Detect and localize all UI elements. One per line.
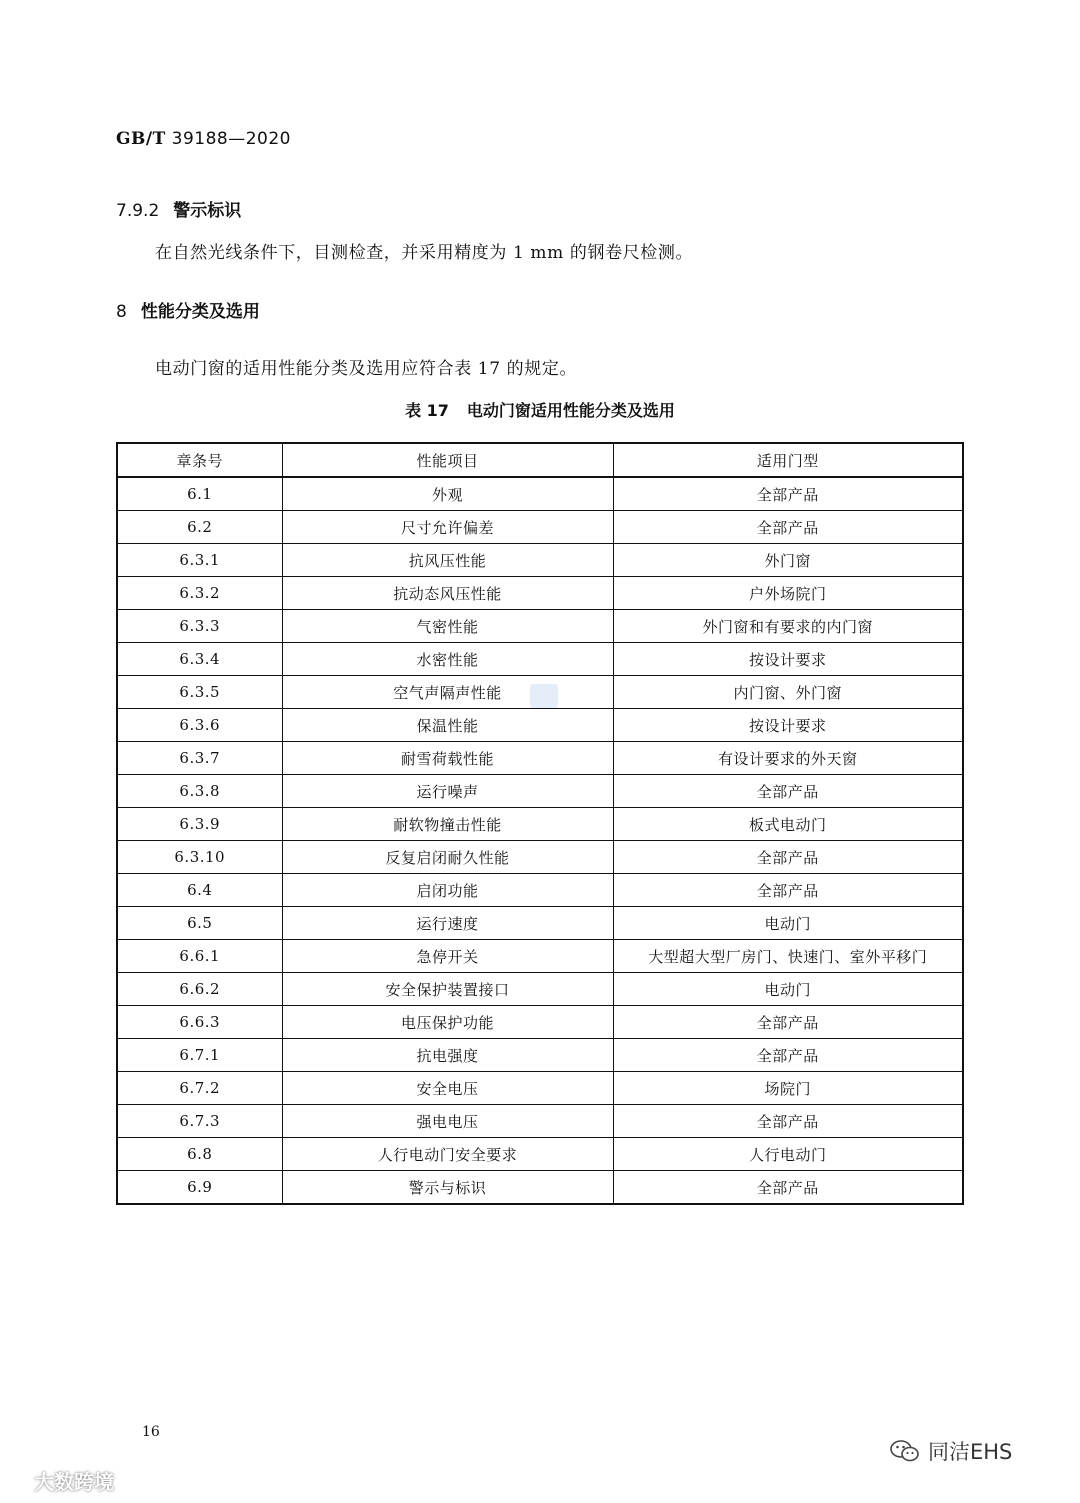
item-cell: 外观 [282,477,613,511]
door-type-cell: 全部产品 [613,841,963,874]
item-cell: 运行噪声 [282,775,613,808]
door-type-cell: 电动门 [613,973,963,1006]
door-type-cell: 内门窗、外门窗 [613,676,963,709]
table-row [117,610,963,643]
door-type-cell: 板式电动门 [613,808,963,841]
door-type-cell: 户外场院门 [613,577,963,610]
item-cell: 气密性能 [282,610,613,643]
door-type-cell: 大型超大型厂房门、快速门、室外平移门 [613,940,963,973]
brand-watermark-left [4,1466,114,1495]
table-title: 电动门窗适用性能分类及选用 [466,401,675,420]
table-row [117,1072,963,1105]
item-cell: 水密性能 [282,643,613,676]
watermark-text: 同洁EHS [928,1440,1013,1464]
clause-cell: 6.6.1 [117,940,282,973]
section-number: 7.9.2 [116,201,160,221]
item-cell: 强电电压 [282,1105,613,1138]
door-type-cell: 外门窗和有要求的内门窗 [613,610,963,643]
table-row [117,1138,963,1171]
section-title: 性能分类及选用 [140,302,260,322]
clause-cell: 6.3.6 [117,709,282,742]
table-row [117,1105,963,1138]
item-cell: 运行速度 [282,907,613,940]
clause-cell: 6.3.4 [117,643,282,676]
header-door-type: 适用门型 [613,443,963,477]
clause-cell: 6.9 [117,1171,282,1205]
clause-cell: 6.2 [117,511,282,544]
door-type-cell: 场院门 [613,1072,963,1105]
table-row [117,1006,963,1039]
door-type-cell: 全部产品 [613,477,963,511]
clause-cell: 6.3.9 [117,808,282,841]
door-type-cell: 有设计要求的外天窗 [613,742,963,775]
clause-cell: 6.3.2 [117,577,282,610]
table-row [117,643,963,676]
section-title: 警示标识 [173,201,242,221]
clause-cell: 6.1 [117,477,282,511]
table-row [117,544,963,577]
door-type-cell: 全部产品 [613,775,963,808]
table-row [117,874,963,907]
door-type-cell: 按设计要求 [613,643,963,676]
section-792-body: 在自然光线条件下，目测检查，并采用精度为 1 mm 的钢卷尺检测。 [155,243,694,263]
item-cell: 空气声隔声性能 [282,676,613,709]
header-clause: 章条号 [117,443,282,477]
door-type-cell: 全部产品 [613,511,963,544]
table-row [117,1171,963,1205]
table-row [117,940,963,973]
center-watermark [530,684,558,708]
section-8-heading [116,297,260,322]
table-row [117,808,963,841]
weibo-icon [4,1467,30,1494]
section-number: 8 [116,302,127,322]
standard-code [116,129,291,149]
door-type-cell: 全部产品 [613,874,963,907]
standard-prefix: GB/T [116,129,166,149]
clause-cell: 6.6.2 [117,973,282,1006]
table-row [117,511,963,544]
door-type-cell: 全部产品 [613,1039,963,1072]
clause-cell: 6.7.3 [117,1105,282,1138]
page-number: 16 [142,1424,160,1440]
item-cell: 安全保护装置接口 [282,973,613,1006]
item-cell: 警示与标识 [282,1171,613,1205]
wechat-icon [890,1439,920,1463]
table-header-row [117,443,963,477]
item-cell: 反复启闭耐久性能 [282,841,613,874]
clause-cell: 6.4 [117,874,282,907]
clause-cell: 6.3.3 [117,610,282,643]
clause-cell: 6.3.5 [117,676,282,709]
item-cell: 安全电压 [282,1072,613,1105]
item-cell: 耐软物撞击性能 [282,808,613,841]
clause-cell: 6.3.10 [117,841,282,874]
section-8-body: 电动门窗的适用性能分类及选用应符合表 17 的规定。 [155,359,578,379]
item-cell: 电压保护功能 [282,1006,613,1039]
table-row [117,841,963,874]
door-type-cell: 全部产品 [613,1006,963,1039]
section-792-heading [116,196,241,221]
clause-cell: 6.8 [117,1138,282,1171]
door-type-cell: 外门窗 [613,544,963,577]
table-row [117,973,963,1006]
clause-cell: 6.3.8 [117,775,282,808]
header-item: 性能项目 [282,443,613,477]
door-type-cell: 全部产品 [613,1171,963,1205]
item-cell: 急停开关 [282,940,613,973]
item-cell: 人行电动门安全要求 [282,1138,613,1171]
door-type-cell: 全部产品 [613,1105,963,1138]
clause-cell: 6.7.1 [117,1039,282,1072]
item-cell: 耐雪荷载性能 [282,742,613,775]
table-row [117,577,963,610]
item-cell: 保温性能 [282,709,613,742]
table-row [117,477,963,511]
clause-cell: 6.3.1 [117,544,282,577]
table-caption [0,398,1080,421]
watermark-text: 大数跨境 [34,1470,114,1494]
door-type-cell: 按设计要求 [613,709,963,742]
item-cell: 抗风压性能 [282,544,613,577]
table-row [117,775,963,808]
clause-cell: 6.7.2 [117,1072,282,1105]
performance-table [116,442,964,1205]
clause-cell: 6.5 [117,907,282,940]
door-type-cell: 人行电动门 [613,1138,963,1171]
item-cell: 尺寸允许偏差 [282,511,613,544]
table-row [117,1039,963,1072]
table-row [117,709,963,742]
clause-cell: 6.6.3 [117,1006,282,1039]
table-row [117,907,963,940]
clause-cell: 6.3.7 [117,742,282,775]
item-cell: 启闭功能 [282,874,613,907]
item-cell: 抗动态风压性能 [282,577,613,610]
door-type-cell: 电动门 [613,907,963,940]
standard-number: 39188—2020 [171,129,291,149]
table-number: 表 17 [405,401,449,420]
brand-watermark-right [890,1436,1012,1466]
item-cell: 抗电强度 [282,1039,613,1072]
table-row [117,742,963,775]
